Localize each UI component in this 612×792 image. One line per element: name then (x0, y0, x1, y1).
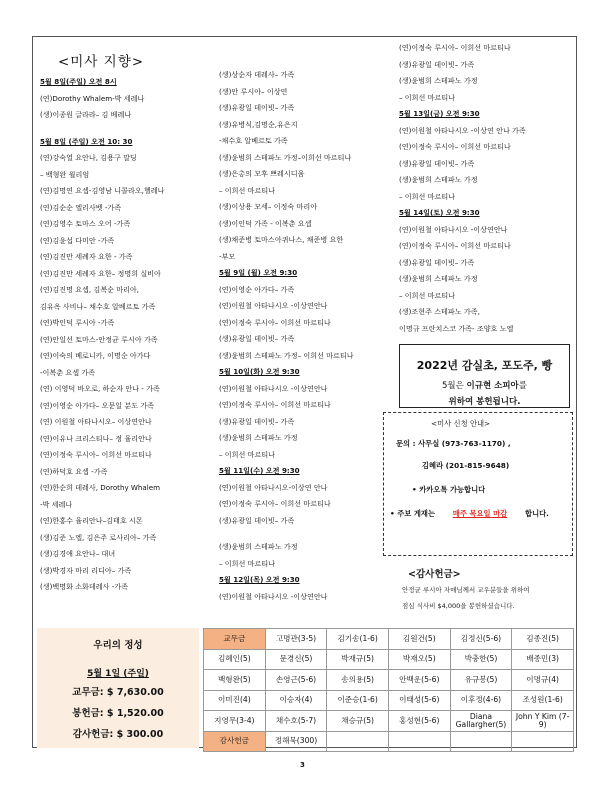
donor-cell: 이태성(5-6) (388, 690, 450, 711)
intention-line: (생)이인덕 가족 - 이복춘 요셉 (219, 218, 312, 228)
intention-line: (생)이상용 모세– 이정숙 마리아 (219, 202, 318, 211)
gratitude-line-1: 안정균 루시아 자매님께서 교우분들을 위하여 (402, 586, 530, 594)
mass-request-office: 문의 : 사무실 (973-763-1170) , (396, 439, 511, 448)
donor-cell: 이준승(1-6) (327, 690, 389, 711)
mass-date-heading: 5월 13일(금) 오전 9:30 (399, 109, 480, 118)
notice-line-2b: 를 (518, 381, 527, 391)
intention-line: (생)김준 노엘, 김은주 로사리아– 가족 (40, 532, 157, 542)
intention-line: -이복춘 요셉 가족 (40, 367, 96, 377)
intention-line: (연)이정숙 루시아– 이희선 마르티나 (219, 499, 331, 508)
intention-line: (연)하덕호 요셉 -가족 (40, 466, 108, 476)
intention-line: (연)이정숙 루시아– 이희선 마르티나 (219, 400, 331, 409)
donor-cell: 홍성현(5-6) (388, 711, 450, 732)
intention-line: (생)박경자 마리 리디아– 가족 (40, 565, 132, 575)
intention-line: (생)김경애 요안나– 대녀 (40, 549, 116, 558)
offering-church: 교무금: $ 7,630.00 (72, 687, 164, 698)
donor-cell: 채수호(5-7) (265, 711, 327, 732)
grid-header-cell: 감사헌금 (204, 731, 266, 752)
intention-line: – 이희선 마르티나 (399, 191, 456, 201)
gratitude-line-2: 점심 식사비 $4,000을 봉헌하셨습니다. (402, 602, 515, 610)
intention-line: (연)박인덕 루시아 -가족 (40, 318, 115, 327)
intention-line: (연)김진명 요셉, 김복순 마리아, (40, 285, 140, 294)
intention-line: -부모 (219, 251, 236, 261)
intention-line: – 이희선 마르티나 (399, 92, 456, 102)
intention-line: (연)안일선 토마스-안정균 루시아 가족 (40, 334, 158, 344)
intention-line: (연)한순희 데레사, Dorothy Whalem (40, 483, 161, 492)
mass-request-title: <미사 신청 안내> (431, 419, 491, 428)
intention-line: (연)김진만 세례자 요한– 정명희 실비아 (40, 268, 161, 278)
intention-line: (생)유광일 데이빗– 가족 (219, 103, 295, 112)
intention-line: (연)이원철 아타나시오-이상연 안나 (219, 482, 328, 492)
donor-cell: 박충한(5) (450, 649, 512, 670)
intention-line: (연)이원철 아타나시오 -이상연 안나 가족 (399, 125, 526, 135)
donor-cell (512, 731, 574, 752)
intention-line: (생)유병식,김명순,유은지 (219, 119, 298, 129)
intention-line: (생)백명화 소화데레사 -가족 (40, 582, 128, 591)
intention-line: (연)이유나 크리스티나– 정 율리안나 (40, 433, 152, 443)
notice-highlight-name: 이규현 소피아 (466, 381, 519, 391)
mass-intentions-col-3 (399, 44, 526, 341)
offering-notice-box (399, 344, 570, 408)
mass-date-heading: 5월 10일(화) 오전 9:30 (219, 367, 300, 376)
donor-cell: 정해묵(300) (265, 731, 327, 752)
intention-line: (생)윤범희 스테파노 가정–이희선 마르티나 (219, 152, 352, 162)
intention-line: – 이희선 마르티나 (399, 290, 456, 300)
intention-line: – 이희선 마르티나 (219, 558, 276, 568)
donor-cell: 채승규(5) (327, 711, 389, 732)
mass-date-heading: 5월 14일(토) 오전 9:30 (399, 208, 480, 217)
intention-line: – 이희선 마르티나 (219, 185, 276, 195)
donor-cell: 이미진(4) (204, 690, 266, 711)
mass-date-heading: 5월 8일 (주일) 오전 10: 30 (40, 136, 133, 146)
intention-line: 김유옥 사비나– 채수호 알베르토 가족 (40, 301, 156, 311)
mass-intentions-col-2 (219, 71, 354, 609)
intention-line: (연)Dorothy Whalem-박 세레나 (40, 93, 145, 103)
page-number: 3 (300, 761, 305, 769)
offering-thanks: 감사헌금: $ 300.00 (72, 729, 164, 740)
intention-line: (연)강숙열 요안나, 김용구 말딩 (40, 153, 137, 162)
donor-cell: 이승자(4) (265, 690, 327, 711)
intention-line: (생)유광일 데이빗– 가족 (219, 334, 295, 343)
donor-cell: 김혜인(5) (204, 649, 266, 670)
intention-line: (연)이숙의 베로니카, 이명순 아가다 (40, 351, 151, 360)
notice-line-1: 2022년 감실초, 포도주, 빵 (416, 359, 553, 372)
donor-cell: 이명규(4) (512, 670, 574, 691)
intention-line: (생)윤범희 스테파노 가정 (399, 274, 478, 283)
intention-line: – 백형완 윌리엄 (40, 169, 90, 179)
donor-cell: Diana Gallargher(5) (450, 711, 512, 732)
intention-line: (연) 이원철 아타나시오– 이상연안나 (40, 417, 152, 426)
intention-line: – 이희선 마르티나 (219, 449, 276, 459)
donor-cell: 지영무(3-4) (204, 711, 266, 732)
intention-line: (생)이종원 글라라– 김 베레나 (40, 110, 132, 119)
intention-line: (생)유광일 데이빗– 가족 (399, 158, 475, 168)
donor-cell: 배종민(3) (512, 649, 574, 670)
intention-line: (생)윤범희 스테파노 가정 (219, 542, 298, 551)
intention-line: (연)이원철 아타나시오 -이상연안나 (219, 383, 328, 393)
intention-line: (연)이정숙 루시아– 이희선 마르티나 (399, 142, 511, 151)
grid-header-cell: 교무금 (204, 629, 266, 650)
offering-summary-panel (37, 628, 199, 748)
intention-line: (생)안 루시아– 이상연 (219, 86, 288, 96)
mass-intentions-col-1 (40, 78, 165, 600)
intention-line: (연)김순순 엘리사벳 -가족 (40, 202, 122, 212)
donor-cell: 김정신(5-6) (450, 629, 512, 650)
donor-cell: 송의용(5) (327, 670, 389, 691)
mass-date-heading: 5월 12일(목) 오전 9:30 (219, 575, 300, 584)
mass-date-heading: 5월 11일(수) 오전 9:30 (219, 466, 300, 475)
intention-line: (연)이정숙 루시아– 이희선 마르티나 (399, 43, 511, 52)
intention-line: -채수호 알베르토 가족 (219, 136, 288, 145)
donor-cell: 박재오(5) (388, 649, 450, 670)
intention-line: (생)윤범희 스테파노 가정 (399, 76, 478, 85)
offering-title: 우리의 정성 (93, 640, 143, 651)
donor-cell: 조성원(1-6) (512, 690, 574, 711)
donor-cell: 박재규(5) (327, 649, 389, 670)
intention-line: (연)이정숙 루시아– 이희선 마르티나 (399, 241, 511, 250)
notice-line-3: 위하여 봉헌됩니다. (448, 397, 521, 407)
notice-line-2 (400, 379, 569, 391)
donor-cell: 이후정(4-6) (450, 690, 512, 711)
mass-request-kakao: • 카카오톡 가능합니다 (412, 485, 486, 494)
grid-row (204, 649, 574, 670)
donor-cell: 손영근(5-6) (265, 670, 327, 691)
donor-cell: 김원건(5) (388, 629, 450, 650)
intention-line: (생)윤범희 스테파노 가정 (219, 433, 298, 442)
offering-offertory: 봉헌금: $ 1,520.00 (72, 708, 164, 719)
intention-line: (생)유광일 데이빗– 가족 (219, 416, 295, 426)
mass-request-weekly (390, 509, 549, 519)
intention-line: 이명규 프란치스코 가족- 조양호 노엘 (399, 323, 514, 333)
intention-line: (생)윤범희 스테파노 가정– 이희선 마르티나 (219, 350, 354, 360)
intention-line: (연)이정숙 루시아– 이희선 마르티나 (219, 317, 331, 327)
mass-date-heading: 5월 9일 (월) 오전 9:30 (219, 268, 298, 277)
notice-line-2a: 5월은 (442, 381, 467, 391)
gratitude-title: <감사헌금> (408, 569, 461, 580)
donor-cell: John Y Kim (7-9) (512, 711, 574, 732)
intention-line: (연)한홍수 율리안나–김태호 시몬 (40, 516, 143, 525)
mass-request-box (383, 412, 573, 556)
donor-cell: 유규봉(5) (450, 670, 512, 691)
intention-line: (연)이원철 아타나시오 -이상연안나 (399, 224, 508, 234)
weekly-a: • 주보 게재는 (390, 509, 435, 518)
intention-line: (연)이원철 아타나시오 -이상연안나 (219, 301, 328, 310)
page-title: <미사 지향> (58, 54, 145, 70)
donor-cell (327, 731, 389, 752)
offering-date: 5월 1일 (주일) (87, 669, 149, 679)
grid-row (204, 731, 574, 752)
intention-line: (생)유광일 데이빗– 가족 (399, 59, 475, 69)
intention-line: (연)김명연 요셉-김영남 니콜라오,헬레나 (40, 186, 165, 195)
deadline-text: 매주 목요일 마감 (452, 509, 508, 518)
intention-line: (생)유광일 데이빗– 가족 (219, 515, 295, 525)
donor-cell: 고명관(3-5) (265, 629, 327, 650)
donor-cell: 김기송(1-6) (327, 629, 389, 650)
donor-cell (388, 731, 450, 752)
intention-line: (생)조현주 스테파노 가족, (399, 307, 480, 316)
donor-cell: 문경신(5) (265, 649, 327, 670)
intention-line: -박 세레나 (40, 499, 73, 509)
intention-line: (생)은총의 모후 쁘레시디움 (219, 169, 305, 178)
grid-row (204, 670, 574, 691)
grid-row (204, 711, 574, 732)
intention-line: (생)윤범희 스테파노 가정 (399, 175, 478, 184)
donor-cell: 백형완(5) (204, 670, 266, 691)
intention-line: (생)유광일 데이빗– 가족 (399, 257, 475, 267)
intention-line: (생)채준병 토마스아퀴나스, 채준병 요한 (219, 235, 344, 244)
intention-line (40, 128, 165, 138)
mass-date-heading: 5월 8일(주일) 오전 8시 (40, 77, 117, 86)
intention-line: (연)김윤섭 다미안 -가족 (40, 235, 115, 245)
intention-line: (연)김진만 세례자 요한 - 가족 (40, 252, 133, 261)
mass-request-person: 김혜라 (201-815-9648) (422, 461, 510, 470)
intention-line: (연)김영수 토마스 오어 -가족 (40, 219, 131, 228)
intention-line: (연) 이영덕 바오로, 하순자 안나 - 가족 (40, 384, 160, 393)
grid-row (204, 690, 574, 711)
intention-line: (연)이영순 아가다– 오문일 분도 가족 (40, 400, 155, 410)
grid-row (204, 629, 574, 650)
donor-grid (203, 628, 574, 752)
intention-line: (생)상순자 데레사– 가족 (219, 70, 295, 79)
donor-cell: 안백운(5-6) (388, 670, 450, 691)
donor-cell (450, 731, 512, 752)
intention-line: (연)이정숙 루시아– 이희선 마르티나 (40, 450, 152, 459)
weekly-b: 합니다. (525, 509, 549, 518)
donor-cell: 김종진(5) (512, 629, 574, 650)
intention-line: (연)이원철 아타나시오 -이상연안나 (219, 591, 328, 601)
intention-line: (연)이영순 아가다– 가족 (219, 284, 295, 294)
